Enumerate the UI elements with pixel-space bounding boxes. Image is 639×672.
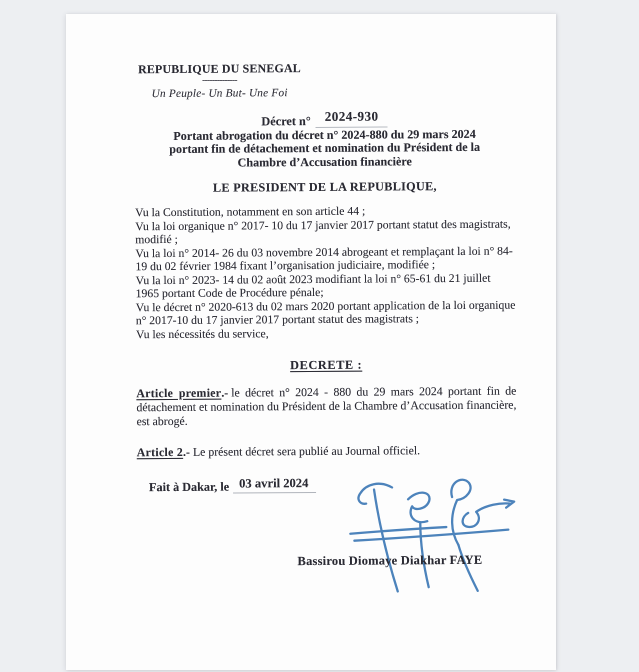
republic-title: REPUBLIQUE DU SENEGAL — [138, 61, 301, 77]
visa-item: Vu les nécessités du service, — [135, 327, 269, 342]
article-text: Le présent décret sera publié au Journal officiel. — [192, 442, 421, 459]
decree-label: Décret n° — [261, 113, 311, 129]
article-separator: .- — [221, 385, 229, 400]
visa-item: Vu la Constitution, notamment en son article 44 ; — [135, 205, 366, 220]
decree-subject-line-2: portant fin de détachement et nomination du Président de la — [169, 140, 481, 157]
enacting-formula: DECRETE : — [290, 358, 363, 373]
visa-item: Vu la loi n° 2014- 26 du 03 novembre 2014 abrogeant et remplaçant la loi n° 84-19 du 02 février 1984 fixant l’organisation judiciaire, modifiée ; — [135, 244, 513, 274]
document-content — [64, 12, 559, 671]
decree-title-block — [134, 108, 514, 172]
date-underline — [233, 475, 316, 493]
visa-item: Vu la loi n° 2023- 14 du 02 août 2023 modifiant la loi n° 65-61 du 21 juillet 1965 portant Code de Procédure pénale; — [135, 271, 491, 301]
place-date-label: Fait à Dakar, le — [148, 479, 230, 494]
article-text: le décret n° 2024 - 880 du 29 mars 2024 portant fin de détachement et nomination du Président de la Chambre d’Accusation financière, est abrogé. — [136, 383, 517, 428]
letterhead — [138, 62, 301, 101]
national-motto: Un Peuple- Un But- Une Foi — [151, 86, 288, 100]
article-lead: Article 2 — [136, 444, 184, 459]
visa-list — [135, 204, 516, 342]
decree-subject-line-3: Chambre d’Accusation financière — [237, 154, 412, 170]
document-page — [66, 14, 556, 670]
letterhead-separator: -------------- — [202, 74, 238, 85]
visa-item: Vu la loi organique n° 2017- 10 du 17 janvier 2017 portant statut des magistrats, modifié ; — [135, 217, 511, 247]
signature-strokes — [350, 479, 515, 591]
decree-number-underline — [316, 108, 388, 128]
decree-number: 2024-930 — [324, 108, 379, 124]
president-salutation: LE PRESIDENT DE LA REPUBLIQUE, — [212, 179, 437, 195]
handwritten-signature-icon — [330, 472, 531, 605]
visa-item: Vu le décret n° 2020-613 du 02 mars 2020 portant application de la loi organique n° 2017-10 du 17 janvier 2017 portant statut des magistrats ; — [135, 298, 516, 328]
decree-date: 03 avril 2024 — [239, 475, 309, 491]
article-lead: Article premier — [136, 385, 222, 401]
article-paragraph — [137, 443, 517, 460]
article-separator: .- — [182, 444, 190, 459]
signatory-name: Bassirou Diomaye Diakhar FAYE — [297, 552, 483, 569]
decree-subject-line-1: Portant abrogation du décret n° 2024-880 du 29 mars 2024 — [173, 126, 476, 143]
article-paragraph — [136, 384, 516, 428]
